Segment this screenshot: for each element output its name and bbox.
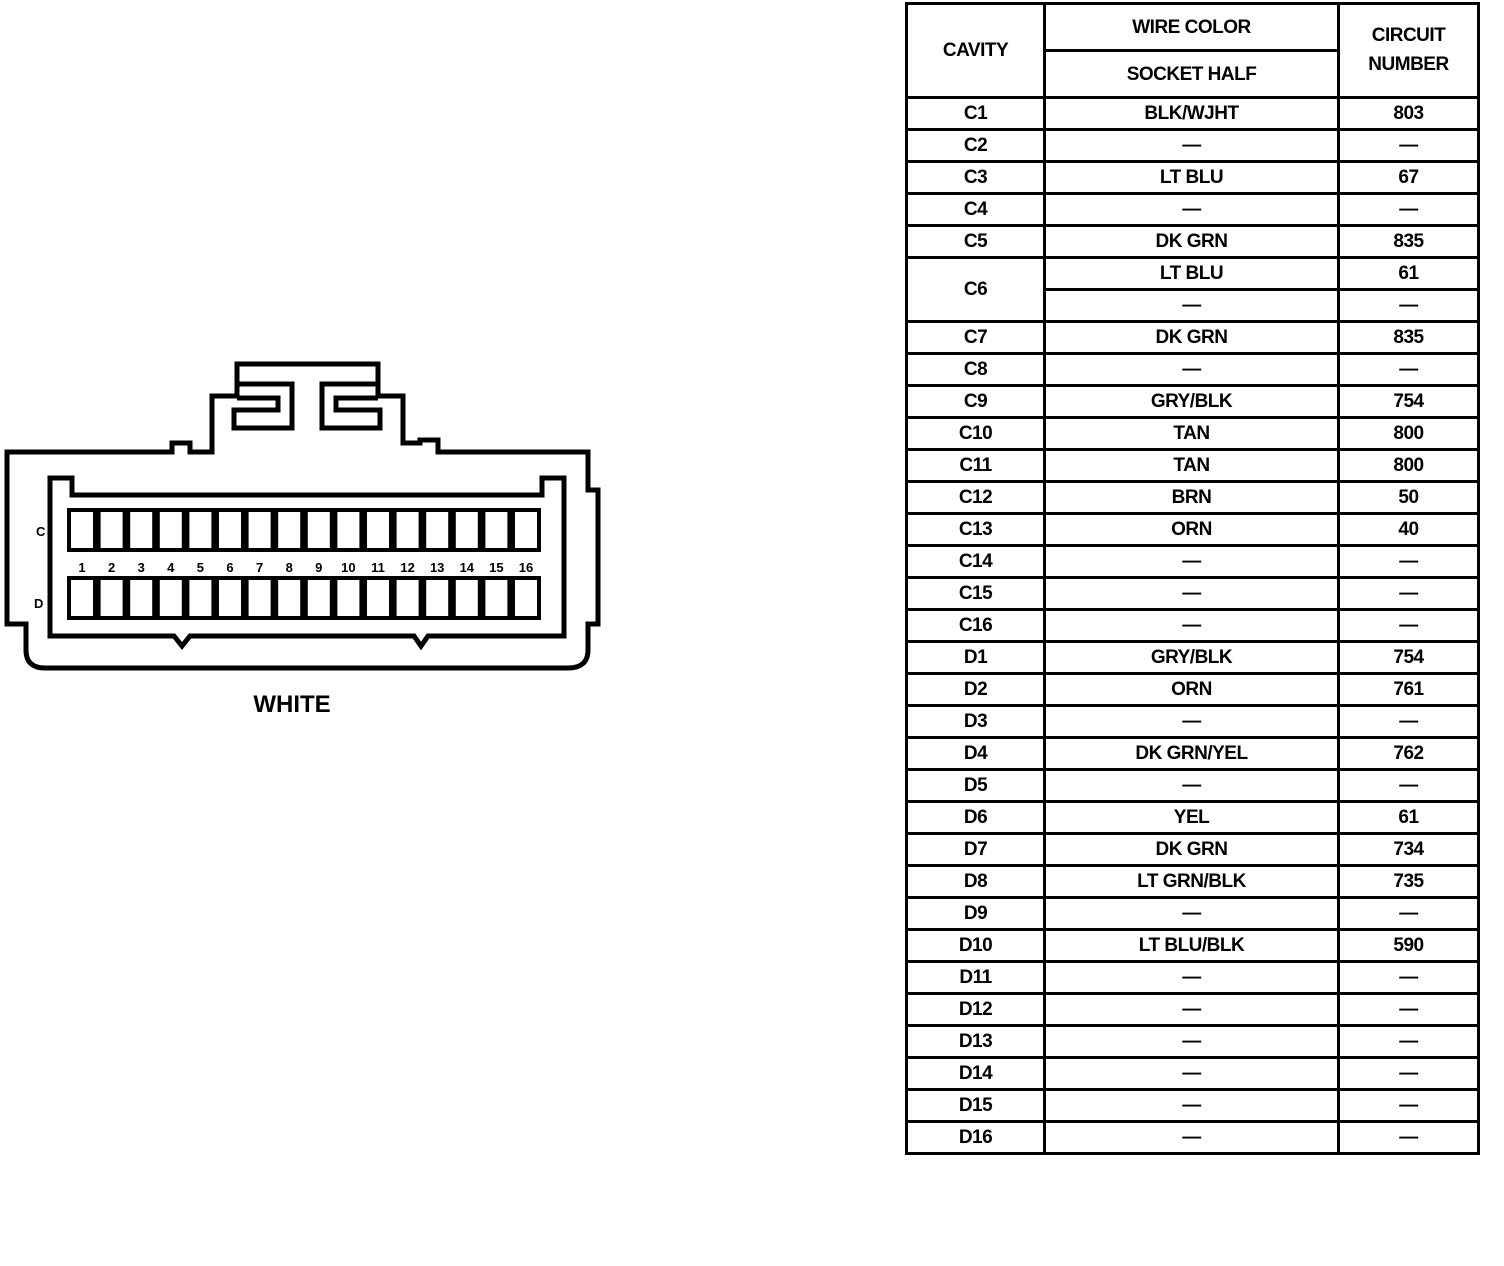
circuit-number-cell: — [1339, 1026, 1479, 1058]
circuit-number-cell: 67 [1339, 162, 1479, 194]
wire-color-cell: LT BLU [1045, 258, 1339, 290]
cavity-d4 [158, 578, 184, 618]
table-row [907, 834, 1479, 866]
cavity-cell: C1 [907, 98, 1045, 130]
circuit-number-cell: 754 [1339, 386, 1479, 418]
cavity-cell: C4 [907, 194, 1045, 226]
circuit-number-cell: 835 [1339, 322, 1479, 354]
cavity-c9 [306, 510, 332, 550]
wire-color-cell: TAN [1045, 418, 1339, 450]
wire-color-cell: BLK/WJHT [1045, 98, 1339, 130]
circuit-number-cell: — [1339, 994, 1479, 1026]
cavity-cell: C15 [907, 578, 1045, 610]
cavity-c6 [217, 510, 243, 550]
row-label-c: C [36, 524, 46, 539]
wire-color-cell: — [1045, 578, 1339, 610]
table-row [907, 194, 1479, 226]
circuit-number-cell: 835 [1339, 226, 1479, 258]
row-label-d: D [34, 596, 44, 611]
cavity-cell: D1 [907, 642, 1045, 674]
cavity-cell: C12 [907, 482, 1045, 514]
cavity-cell: C13 [907, 514, 1045, 546]
cavity-c8 [276, 510, 302, 550]
wire-color-cell: — [1045, 770, 1339, 802]
cavity-c3 [128, 510, 154, 550]
header-wire-color: WIRE COLOR [1045, 4, 1339, 51]
cavity-d1 [69, 578, 95, 618]
cavity-cell: C6 [907, 258, 1045, 322]
cavity-cell: C16 [907, 610, 1045, 642]
cavity-cell: C10 [907, 418, 1045, 450]
table-row [907, 514, 1479, 546]
circuit-number-cell: — [1339, 290, 1479, 322]
cavity-c10 [335, 510, 361, 550]
pin-number-label: 11 [371, 560, 385, 575]
table-row [907, 674, 1479, 706]
table-row [907, 98, 1479, 130]
circuit-number-cell: 754 [1339, 642, 1479, 674]
pin-number-label: 10 [341, 560, 356, 575]
table-row [907, 322, 1479, 354]
wire-color-cell: — [1045, 610, 1339, 642]
wire-color-cell: — [1045, 1090, 1339, 1122]
cavity-c2 [99, 510, 125, 550]
connector-color-label: WHITE [253, 691, 331, 718]
wire-color-cell: — [1045, 290, 1339, 322]
wire-color-cell: — [1045, 1058, 1339, 1090]
wire-color-cell: DK GRN [1045, 834, 1339, 866]
pin-number-label: 16 [518, 560, 534, 575]
cavity-d13 [424, 578, 450, 618]
pin-number-label: 7 [255, 560, 264, 575]
pin-number-label: 12 [400, 560, 415, 575]
cavity-cell: D15 [907, 1090, 1045, 1122]
table-row [907, 770, 1479, 802]
cavity-cell: D14 [907, 1058, 1045, 1090]
cavity-d9 [306, 578, 332, 618]
circuit-number-cell: 61 [1339, 258, 1479, 290]
cavity-d12 [395, 578, 421, 618]
circuit-number-cell: — [1339, 898, 1479, 930]
cavity-cell: D7 [907, 834, 1045, 866]
pin-number-label: 4 [167, 560, 175, 575]
cavity-d14 [454, 578, 480, 618]
wire-color-cell: DK GRN [1045, 322, 1339, 354]
connector-diagram [0, 350, 610, 730]
circuit-number-cell: 50 [1339, 482, 1479, 514]
wire-color-cell: ORN [1045, 514, 1339, 546]
cavity-cell: D12 [907, 994, 1045, 1026]
cavity-cell: D11 [907, 962, 1045, 994]
pin-number-label: 9 [315, 560, 323, 575]
cavity-cell: D16 [907, 1122, 1045, 1154]
pin-number-label: 13 [429, 560, 445, 575]
pin-number-labels [78, 560, 533, 575]
circuit-number-cell: 800 [1339, 450, 1479, 482]
wire-color-cell: ORN [1045, 674, 1339, 706]
table-row [907, 1026, 1479, 1058]
cavity-d5 [187, 578, 213, 618]
wire-color-cell: — [1045, 194, 1339, 226]
cavity-cell: C7 [907, 322, 1045, 354]
wire-color-cell: LT BLU [1045, 162, 1339, 194]
cavity-c7 [247, 510, 273, 550]
cavity-cell: C11 [907, 450, 1045, 482]
cavity-d15 [483, 578, 509, 618]
cavity-d16 [513, 578, 539, 618]
row-c-cavities [69, 510, 539, 550]
table-row [907, 610, 1479, 642]
table-row [907, 578, 1479, 610]
table-row [907, 866, 1479, 898]
circuit-number-cell: 61 [1339, 802, 1479, 834]
table-row [907, 706, 1479, 738]
table-row [907, 1122, 1479, 1154]
wire-color-cell: — [1045, 994, 1339, 1026]
wire-color-cell: — [1045, 1026, 1339, 1058]
cavity-d2 [99, 578, 125, 618]
circuit-number-cell: — [1339, 1090, 1479, 1122]
circuit-number-cell: 735 [1339, 866, 1479, 898]
cavity-d8 [276, 578, 302, 618]
table-row [907, 226, 1479, 258]
cavity-cell: C8 [907, 354, 1045, 386]
header-cavity: CAVITY [907, 4, 1045, 98]
wire-color-cell: — [1045, 962, 1339, 994]
table-header [907, 4, 1479, 98]
table-row [907, 386, 1479, 418]
cavity-c12 [395, 510, 421, 550]
table-row [907, 642, 1479, 674]
cavity-c16 [513, 510, 539, 550]
cavity-c11 [365, 510, 391, 550]
pin-number-label: 5 [196, 560, 205, 575]
cavity-d10 [335, 578, 361, 618]
cavity-c13 [424, 510, 450, 550]
table-row [907, 994, 1479, 1026]
wire-color-cell: DK GRN/YEL [1045, 738, 1339, 770]
cavity-cell: D6 [907, 802, 1045, 834]
cavity-cell: D4 [907, 738, 1045, 770]
wire-color-cell: GRY/BLK [1045, 386, 1339, 418]
wire-color-cell: — [1045, 1122, 1339, 1154]
circuit-number-cell: 800 [1339, 418, 1479, 450]
circuit-number-cell: — [1339, 354, 1479, 386]
circuit-number-cell: — [1339, 706, 1479, 738]
cavity-cell: D9 [907, 898, 1045, 930]
circuit-number-cell: — [1339, 130, 1479, 162]
table-row [907, 898, 1479, 930]
circuit-number-cell: — [1339, 194, 1479, 226]
table-row [907, 130, 1479, 162]
cavity-cell: D10 [907, 930, 1045, 962]
wire-color-cell: — [1045, 898, 1339, 930]
cavity-cell: C2 [907, 130, 1045, 162]
circuit-number-cell: 40 [1339, 514, 1479, 546]
circuit-number-cell: 734 [1339, 834, 1479, 866]
circuit-number-cell: 762 [1339, 738, 1479, 770]
cavity-d7 [247, 578, 273, 618]
pin-number-label: 3 [137, 560, 145, 575]
cavity-d11 [365, 578, 391, 618]
cavity-c4 [158, 510, 184, 550]
circuit-number-cell: — [1339, 578, 1479, 610]
wire-color-cell: DK GRN [1045, 226, 1339, 258]
header-circuit-number: CIRCUIT NUMBER [1339, 4, 1479, 98]
pin-number-label: 6 [226, 560, 234, 575]
pin-number-label: 2 [107, 560, 116, 575]
cavity-cell: D3 [907, 706, 1045, 738]
pinout-table [905, 2, 1480, 1155]
cavity-cell: D8 [907, 866, 1045, 898]
circuit-number-cell: 803 [1339, 98, 1479, 130]
wire-color-cell: LT GRN/BLK [1045, 866, 1339, 898]
pin-number-label: 14 [459, 560, 475, 575]
cavity-c15 [483, 510, 509, 550]
wire-color-cell: LT BLU/BLK [1045, 930, 1339, 962]
table-row [907, 1058, 1479, 1090]
table-row [907, 418, 1479, 450]
cavity-cell: C5 [907, 226, 1045, 258]
wire-color-cell: — [1045, 706, 1339, 738]
table-body [907, 98, 1479, 1154]
circuit-number-cell: — [1339, 610, 1479, 642]
row-d-cavities [69, 578, 539, 618]
cavity-d3 [128, 578, 154, 618]
circuit-number-cell: 761 [1339, 674, 1479, 706]
wire-color-cell: YEL [1045, 802, 1339, 834]
pin-number-label: 8 [285, 560, 293, 575]
wire-color-cell: — [1045, 130, 1339, 162]
circuit-number-cell: — [1339, 770, 1479, 802]
table-row [907, 962, 1479, 994]
table-row [907, 482, 1479, 514]
table-row [907, 450, 1479, 482]
cavity-c14 [454, 510, 480, 550]
cavity-cell: D13 [907, 1026, 1045, 1058]
table-row [907, 802, 1479, 834]
table-row [907, 258, 1479, 290]
circuit-number-cell: — [1339, 1122, 1479, 1154]
cavity-cell: C14 [907, 546, 1045, 578]
cavity-c1 [69, 510, 95, 550]
circuit-number-cell: — [1339, 546, 1479, 578]
table-row [907, 546, 1479, 578]
wire-color-cell: TAN [1045, 450, 1339, 482]
table-row [907, 162, 1479, 194]
circuit-number-cell: 590 [1339, 930, 1479, 962]
table-row [907, 1090, 1479, 1122]
cavity-cell: C3 [907, 162, 1045, 194]
circuit-number-cell: — [1339, 1058, 1479, 1090]
circuit-number-cell: — [1339, 962, 1479, 994]
pin-number-label: 1 [78, 560, 86, 575]
wire-color-cell: BRN [1045, 482, 1339, 514]
wire-color-cell: — [1045, 546, 1339, 578]
pin-number-label: 15 [489, 560, 504, 575]
cavity-d6 [217, 578, 243, 618]
cavity-cell: C9 [907, 386, 1045, 418]
table-row [907, 738, 1479, 770]
wire-color-cell: — [1045, 354, 1339, 386]
cavity-cell: D2 [907, 674, 1045, 706]
header-socket-half: SOCKET HALF [1045, 51, 1339, 98]
table-row [907, 930, 1479, 962]
table-row [907, 354, 1479, 386]
cavity-cell: D5 [907, 770, 1045, 802]
cavity-c5 [187, 510, 213, 550]
wire-color-cell: GRY/BLK [1045, 642, 1339, 674]
